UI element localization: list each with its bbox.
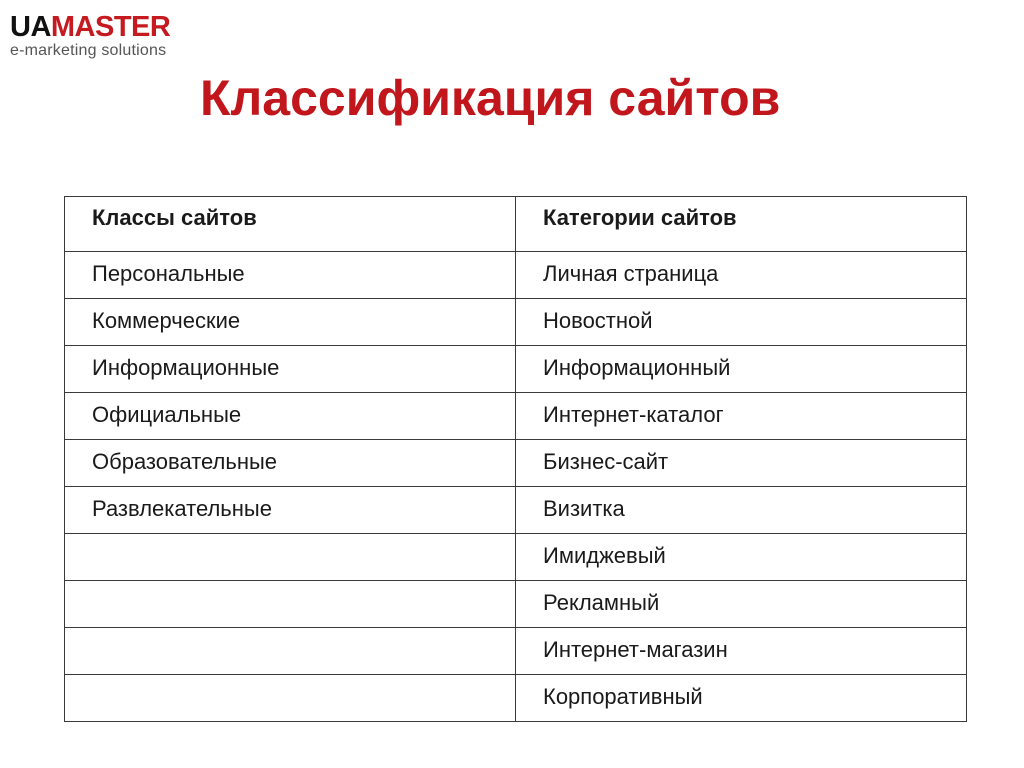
class-cell: Информационные bbox=[65, 346, 516, 393]
table-row bbox=[65, 299, 967, 346]
class-cell bbox=[65, 534, 516, 581]
category-cell: Рекламный bbox=[516, 581, 967, 628]
category-cell: Корпоративный bbox=[516, 675, 967, 722]
logo-ua-text: UA bbox=[10, 11, 51, 43]
category-cell: Имиджевый bbox=[516, 534, 967, 581]
category-cell: Новостной bbox=[516, 299, 967, 346]
logo bbox=[10, 12, 170, 60]
class-cell bbox=[65, 675, 516, 722]
logo-tagline: e-marketing solutions bbox=[10, 42, 167, 59]
category-cell: Бизнес-сайт bbox=[516, 440, 967, 487]
category-cell: Визитка bbox=[516, 487, 967, 534]
table-row bbox=[65, 440, 967, 487]
table-row bbox=[65, 581, 967, 628]
category-cell: Информационный bbox=[516, 346, 967, 393]
logo-master-text: MASTER bbox=[50, 11, 171, 43]
table-row bbox=[65, 534, 967, 581]
class-cell: Коммерческие bbox=[65, 299, 516, 346]
class-cell: Официальные bbox=[65, 393, 516, 440]
header-site-categories: Категории сайтов bbox=[516, 197, 967, 252]
table-row bbox=[65, 252, 967, 299]
category-cell: Интернет-каталог bbox=[516, 393, 967, 440]
class-cell: Персональные bbox=[65, 252, 516, 299]
category-cell: Личная страница bbox=[516, 252, 967, 299]
category-cell: Интернет-магазин bbox=[516, 628, 967, 675]
classification-table bbox=[64, 196, 967, 722]
table-row bbox=[65, 393, 967, 440]
class-cell bbox=[65, 628, 516, 675]
table-row bbox=[65, 675, 967, 722]
header-site-classes: Классы сайтов bbox=[65, 197, 516, 252]
class-cell: Развлекательные bbox=[65, 487, 516, 534]
class-cell: Образовательные bbox=[65, 440, 516, 487]
logo-wordmark bbox=[10, 12, 170, 42]
class-cell bbox=[65, 581, 516, 628]
table-row bbox=[65, 487, 967, 534]
table-header-row bbox=[65, 197, 967, 252]
table-row bbox=[65, 346, 967, 393]
slide-title: Классификация сайтов bbox=[200, 70, 781, 126]
table-row bbox=[65, 628, 967, 675]
